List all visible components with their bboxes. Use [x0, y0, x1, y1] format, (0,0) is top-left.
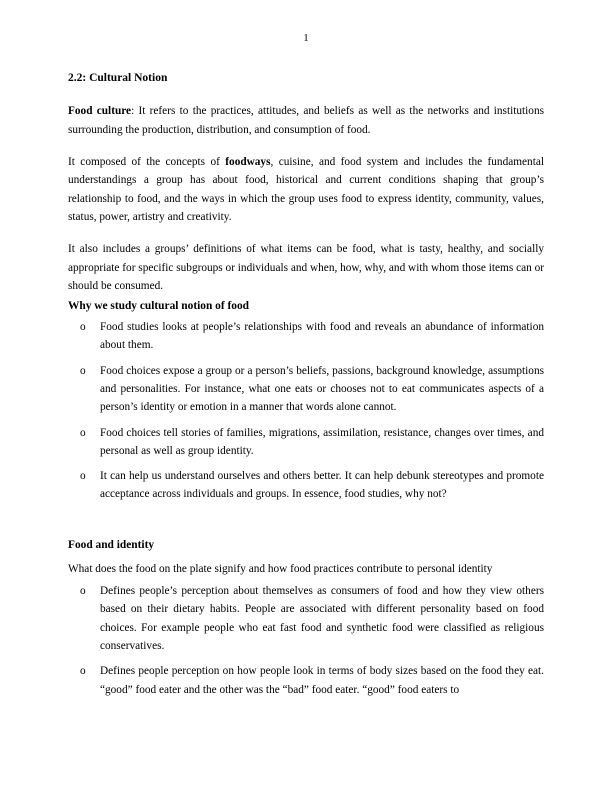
food-identity-intro: What does the food on the plate signify and how food practices contribute to personal identity: [68, 562, 493, 575]
bullet-marker-icon: o: [80, 585, 86, 598]
bullet-marker-icon: o: [80, 426, 86, 439]
list-item-text: Food choices expose a group or a person’s beliefs, passions, background knowledge, assumptions and personalities. For instance, what one eats or chooses not to eat communicates aspects of a person’s identity or emotion in a manner that words alone cannot.: [100, 364, 544, 414]
why-study-list: [68, 318, 544, 504]
list-item-text: Defines people perception on how people look in terms of body sizes based on the food they eat. “good” food eater and the other was the “bad” food eater. “good” food eaters to: [100, 665, 544, 696]
bullet-marker-icon: o: [80, 665, 86, 678]
section-spacer: [68, 511, 544, 520]
list-item-text: Defines people’s perception about themselves as consumers of food and how they view others based on their dietary habits. People are associated with different personality based on food choices. For example people who eat fast food and synthetic food were classified as religious conservatives.: [100, 585, 544, 652]
composition-post-text: , cuisine, and food system and includes the fundamental understandings a group has about food, historical and current conditions shaping that group’s relationship to food, and the ways in which the group uses food to express identity, community, values, status, power, artistry and creativity.: [68, 156, 544, 223]
bullet-marker-icon: o: [80, 321, 86, 334]
list-item: [68, 424, 544, 461]
list-item-text: It can help us understand ourselves and others better. It can help debunk stereotypes and promote acceptance across individuals and groups. In essence, food studies, why not?: [100, 470, 544, 501]
food-culture-term: Food culture: [68, 105, 132, 118]
page-number: 1: [303, 33, 309, 44]
list-item: [68, 318, 544, 355]
list-item-text: Food studies looks at people’s relationships with food and reveals an abundance of information about them.: [100, 321, 544, 352]
food-identity-heading: Food and identity: [68, 538, 155, 551]
composition-paragraph: [68, 153, 544, 226]
list-item: [68, 362, 544, 417]
food-culture-definition-text: : It refers to the practices, attitudes, and beliefs as well as the networks and institutions surrounding the production, distribution, and consumption of food.: [68, 105, 544, 136]
bullet-marker-icon: o: [80, 470, 86, 483]
list-item: [68, 662, 544, 699]
bullet-marker-icon: o: [80, 364, 86, 377]
foodways-term: foodways: [225, 156, 271, 169]
composition-pre-text: It composed of the concepts of: [68, 156, 226, 169]
inclusion-paragraph: It also includes a groups’ definitions of what items can be food, what is tasty, healthy, and socially appropriate for specific subgroups or individuals and when, how, why, and with whom those items can or should be consumed.: [68, 243, 544, 292]
food-culture-definition: [68, 102, 544, 139]
why-study-heading: Why we study cultural notion of food: [68, 300, 250, 313]
list-item: [68, 582, 544, 655]
section-heading: 2.2: Cultural Notion: [68, 71, 168, 84]
food-identity-list: [68, 582, 544, 699]
list-item: [68, 467, 544, 504]
list-item-text: Food choices tell stories of families, migrations, assimilation, resistance, changes over times, and personal as well as group identity.: [100, 426, 544, 457]
